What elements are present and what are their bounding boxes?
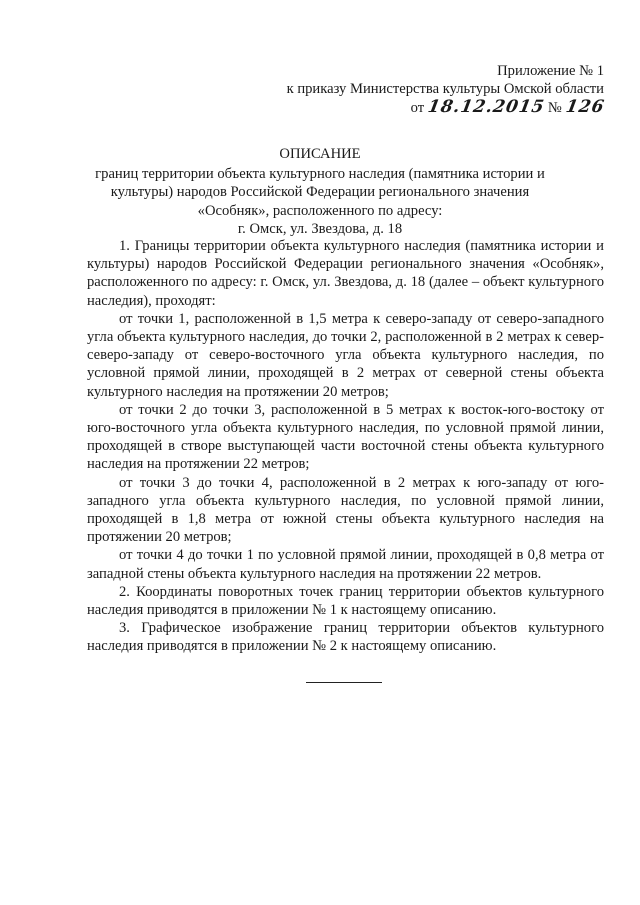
heading-line: г. Омск, ул. Звездова, д. 18 <box>237 220 403 237</box>
handwritten-date: 18.12.2015 <box>426 97 547 118</box>
handwritten-number: 126 <box>563 97 606 118</box>
document-title: ОПИСАНИЕ <box>279 146 361 162</box>
end-divider <box>306 682 382 683</box>
paragraph: от точки 4 до точки 1 по условной прямой линии, проходящей в 0,8 метра от западной стены объекта культурного наследия на протяжении 22 метров. <box>87 547 604 582</box>
paragraph: от точки 1, расположенной в 1,5 метра к северо-западу от северо-западного угла объекта культурного наследия, до точки 2, расположенной в 2 метрах к север-северо-западу от северо-восточного угла объекта культурного наследия, по условной прямой линии, проходящей в 2 метрах от северной стены объекта культурного наследия на протяжении 20 метров; <box>87 310 604 400</box>
paragraph: от точки 2 до точки 3, расположенной в 5 метрах к восток-юго-востоку от юго-восточного угла объекта культурного наследия, по условной прямой линии, проходящей в створе выступающей части восточной стены объекта культурного наследия на протяжении 22 метров; <box>87 401 604 473</box>
document-heading <box>80 145 560 238</box>
paragraph: 3. Графическое изображение границ территории объектов культурного наследия приводятся в приложении № 2 к настоящему описанию. <box>87 620 604 655</box>
appendix-title: Приложение № 1 <box>497 63 604 79</box>
paragraph: 1. Границы территории объекта культурного наследия (памятника истории и культуры) народов Российской Федерации регионального значения «Особняк», расположенного по адресу: г. Омск, ул. Звездова, д. 18 (далее – объект культурного наследия), проходят: <box>87 238 604 309</box>
appendix-header <box>287 62 604 118</box>
paragraph: 2. Координаты поворотных точек границ территории объектов культурного наследия приводятся в приложении № 1 к настоящему описанию. <box>87 583 604 619</box>
appendix-order-ref: к приказу Министерства культуры Омской области <box>286 81 604 98</box>
date-prefix: от <box>410 100 425 117</box>
heading-line: «Особняк», расположенного по адресу: <box>197 202 443 219</box>
paragraph: от точки 3 до точки 4, расположенной в 2 метрах к юго-западу от юго-западного угла объекта культурного наследия, по условной прямой линии, проходящей в 1,8 метра от южной стены объекта культурного наследия на протяжении 20 метров; <box>87 474 604 546</box>
document-body <box>87 237 604 656</box>
number-prefix: № <box>547 100 562 117</box>
heading-line: культуры) народов Российской Федерации регионального значения <box>110 184 530 201</box>
appendix-date-line <box>287 98 604 117</box>
heading-line: границ территории объекта культурного наследия (памятника истории и <box>95 166 545 183</box>
